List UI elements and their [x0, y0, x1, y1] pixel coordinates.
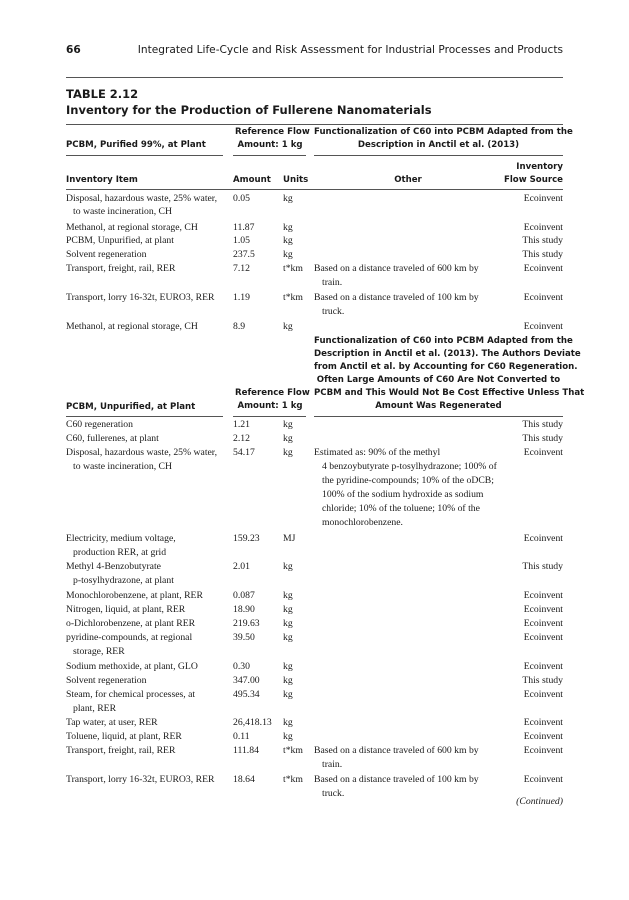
- table-row-unit: kg: [283, 618, 293, 629]
- table-row-amount: 2.01: [233, 561, 250, 572]
- table-row-source: Ecoinvent: [523, 632, 563, 643]
- table-row-item: Methyl 4-Benzobutyrate: [66, 561, 161, 572]
- table-row-item: pyridine-compounds, at regional: [66, 632, 193, 643]
- table-row-unit: kg: [283, 689, 293, 700]
- table-row-source: Ecoinvent: [523, 590, 563, 601]
- table-row-unit: kg: [283, 447, 293, 458]
- running-title: Integrated Life-Cycle and Risk Assessment for Industrial Processes and Products: [137, 44, 563, 56]
- table-row-item: Transport, freight, rail, RER: [66, 263, 176, 274]
- table-row-source: This study: [522, 561, 563, 572]
- table-row-item: Steam, for chemical processes, at: [66, 689, 196, 700]
- table-row-other-cont: truck.: [322, 306, 345, 317]
- table-row-item-cont: to waste incineration, CH: [73, 461, 173, 472]
- table-row-other-cont: truck.: [322, 788, 345, 799]
- section1-name-rule: [66, 155, 223, 156]
- table-row-other: Based on a distance traveled of 600 km by: [314, 263, 479, 274]
- table-row-other: Estimated as: 90% of the methyl: [314, 447, 441, 458]
- table-row-amount: 26,418.13: [233, 717, 272, 728]
- table-row-amount: 219.63: [233, 618, 260, 629]
- table-row-source: Ecoinvent: [523, 717, 563, 728]
- table-row-item-cont: to waste incineration, CH: [73, 206, 173, 217]
- table-row-item: Methanol, at regional storage, CH: [66, 321, 198, 332]
- page-number: 66: [66, 44, 81, 56]
- table-row-source: Ecoinvent: [523, 689, 563, 700]
- table-row-amount: 0.05: [233, 193, 250, 204]
- col-header-source-line2: Flow Source: [503, 175, 563, 185]
- table-row-amount: 1.21: [233, 419, 250, 430]
- table-row-unit: t*km: [283, 774, 303, 785]
- table-row-unit: kg: [283, 193, 293, 204]
- table-row-source: Ecoinvent: [523, 618, 563, 629]
- table-row-source: Ecoinvent: [523, 222, 563, 233]
- table-row-amount: 18.90: [233, 604, 255, 615]
- table-row-source: Ecoinvent: [523, 604, 563, 615]
- table-row-amount: 1.05: [233, 235, 250, 246]
- table-row-unit: kg: [283, 249, 293, 260]
- table-row-item: o-Dichlorobenzene, at plant RER: [66, 618, 196, 629]
- table-row-amount: 237.5: [233, 249, 255, 260]
- table-row-item: Tap water, at user, RER: [66, 717, 158, 728]
- col-header-rule: [66, 189, 563, 190]
- table-row-item: Transport, lorry 16-32t, EURO3, RER: [66, 774, 215, 785]
- col-header-other: Other: [394, 175, 422, 185]
- table-row-item-cont: production RER, at grid: [73, 547, 167, 558]
- table-row-item: Nitrogen, liquid, at plant, RER: [66, 604, 186, 615]
- table-caption: Inventory for the Production of Fullerene Nanomaterials: [66, 103, 432, 117]
- table-row-unit: MJ: [283, 533, 296, 544]
- col-header-amount: Amount: [233, 175, 271, 185]
- table-row-other-cont: the pyridine-compounds; 10% of the oDCB;: [322, 475, 494, 486]
- table-row-item: Sodium methoxide, at plant, GLO: [66, 661, 198, 672]
- table-row-amount: 8.9: [233, 321, 246, 332]
- section2-ref-flow-line1: Reference Flow: [235, 388, 310, 398]
- table-row-source: This study: [522, 419, 563, 430]
- table-row-source: This study: [522, 433, 563, 444]
- table-row-source: Ecoinvent: [523, 774, 563, 785]
- section2-ref-flow-line2: Amount: 1 kg: [237, 401, 303, 411]
- table-row-amount: 111.84: [233, 745, 259, 756]
- table-row-item: Disposal, hazardous waste, 25% water,: [66, 193, 218, 204]
- table-row-amount: 495.34: [233, 689, 260, 700]
- table-row-amount: 0.11: [233, 731, 250, 742]
- table-row-unit: t*km: [283, 292, 303, 303]
- table-row-source: Ecoinvent: [523, 661, 563, 672]
- table-row-other-cont: 4 benzoybutyrate p-tosylhydrazone; 100% of: [322, 461, 497, 472]
- table-row-other-cont: train.: [322, 759, 343, 770]
- table-row-source: Ecoinvent: [523, 193, 563, 204]
- table-row-amount: 0.087: [233, 590, 255, 601]
- table-row-amount: 347.00: [233, 675, 260, 686]
- table-row-source: This study: [522, 235, 563, 246]
- running-header: [66, 44, 563, 62]
- section2-ref-rule: [233, 416, 306, 417]
- section1-ref-rule: [233, 155, 306, 156]
- section2-name-rule: [66, 416, 223, 417]
- table-row-item: Transport, lorry 16-32t, EURO3, RER: [66, 292, 215, 303]
- table-row-item: PCBM, Unpurified, at plant: [66, 235, 174, 246]
- table-row-unit: kg: [283, 632, 293, 643]
- col-header-item: Inventory Item: [66, 175, 138, 185]
- table-row-item: Electricity, medium voltage,: [66, 533, 176, 544]
- table-row-unit: t*km: [283, 745, 303, 756]
- table-row-source: This study: [522, 249, 563, 260]
- table-row-unit: kg: [283, 675, 293, 686]
- table-row-source: Ecoinvent: [523, 321, 563, 332]
- table-row-source: Ecoinvent: [523, 292, 563, 303]
- table-row-unit: kg: [283, 419, 293, 430]
- continued-note: (Continued): [516, 796, 563, 807]
- section1-ref-flow-line2: Amount: 1 kg: [237, 140, 303, 150]
- table-row-item-cont: p-tosylhydrazone, at plant: [73, 575, 174, 586]
- section1-name: PCBM, Purified 99%, at Plant: [66, 140, 206, 150]
- table-row-item: Monochlorobenzene, at plant, RER: [66, 590, 203, 601]
- table-row-unit: kg: [283, 717, 293, 728]
- table-row-source: This study: [522, 675, 563, 686]
- table-row-item: C60, fullerenes, at plant: [66, 433, 159, 444]
- table-row-unit: kg: [283, 604, 293, 615]
- section1-desc-line1: Functionalization of C60 into PCBM Adapted from the: [314, 127, 573, 137]
- table-row-unit: kg: [283, 321, 293, 332]
- table-row-item-cont: storage, RER: [73, 646, 125, 657]
- col-header-units: Units: [283, 175, 309, 185]
- table-row-item: Solvent regeneration: [66, 675, 147, 686]
- table-row-amount: 7.12: [233, 263, 250, 274]
- table-row-unit: kg: [283, 661, 293, 672]
- table-row-amount: 0.30: [233, 661, 250, 672]
- table-row-item-cont: plant, RER: [73, 703, 117, 714]
- table-row-item: Transport, freight, rail, RER: [66, 745, 176, 756]
- table-row-unit: kg: [283, 731, 293, 742]
- table-row-amount: 39.50: [233, 632, 255, 643]
- table-row-item: Methanol, at regional storage, CH: [66, 222, 198, 233]
- table-row-amount: 2.12: [233, 433, 250, 444]
- section1-ref-flow-line1: Reference Flow: [235, 127, 310, 137]
- table-row-source: Ecoinvent: [523, 447, 563, 458]
- section2-desc-line: PCBM and This Would Not Be Cost Effective Unless That: [314, 388, 585, 398]
- section2-desc-line: Often Large Amounts of C60 Are Not Converted to: [316, 375, 561, 385]
- table-label: TABLE 2.12: [66, 87, 139, 101]
- table-row-item: Toluene, liquid, at plant, RER: [66, 731, 182, 742]
- table-row-other: Based on a distance traveled of 100 km by: [314, 774, 479, 785]
- table-row-source: Ecoinvent: [523, 731, 563, 742]
- table-row-amount: 159.23: [233, 533, 260, 544]
- table-row-amount: 54.17: [233, 447, 255, 458]
- section1-desc-line2: Description in Anctil et al. (2013): [357, 140, 520, 150]
- section2-desc-line: from Anctil et al. by Accounting for C60 Regeneration.: [314, 362, 578, 372]
- section2-desc-line: Amount Was Regenerated: [375, 401, 502, 411]
- table-row-unit: kg: [283, 222, 293, 233]
- table-row-other: Based on a distance traveled of 600 km by: [314, 745, 479, 756]
- table-row-amount: 11.87: [233, 222, 255, 233]
- table-row-unit: kg: [283, 561, 293, 572]
- header-rule: [66, 77, 563, 78]
- table-row-other-cont: chloride; 10% of the toluene; 10% of the: [322, 503, 480, 514]
- table-row-source: Ecoinvent: [523, 745, 563, 756]
- table-row-other-cont: monochlorobenzene.: [322, 517, 403, 528]
- table-row-unit: kg: [283, 433, 293, 444]
- section2-desc-line: Description in Anctil et al. (2013). The Authors Deviate: [314, 349, 581, 359]
- table-row-unit: kg: [283, 235, 293, 246]
- table-row-source: Ecoinvent: [523, 533, 563, 544]
- table-row-unit: t*km: [283, 263, 303, 274]
- table-row-source: Ecoinvent: [523, 263, 563, 274]
- section2-desc-rule: [314, 416, 563, 417]
- table-row-other-cont: train.: [322, 277, 343, 288]
- table-row-unit: kg: [283, 590, 293, 601]
- table-top-rule: [66, 124, 563, 125]
- table-row-item: C60 regeneration: [66, 419, 133, 430]
- section2-desc-line: Functionalization of C60 into PCBM Adapted from the: [314, 336, 573, 346]
- section1-desc-rule: [314, 155, 563, 156]
- table-row-other: Based on a distance traveled of 100 km by: [314, 292, 479, 303]
- table-row-amount: 1.19: [233, 292, 250, 303]
- table-row-item: Solvent regeneration: [66, 249, 147, 260]
- table-row-item: Disposal, hazardous waste, 25% water,: [66, 447, 218, 458]
- col-header-source-line1: Inventory: [516, 162, 563, 172]
- section2-name: PCBM, Unpurified, at Plant: [66, 402, 196, 412]
- table-row-other-cont: 100% of the sodium hydroxide as sodium: [322, 489, 484, 500]
- table-row-amount: 18.64: [233, 774, 255, 785]
